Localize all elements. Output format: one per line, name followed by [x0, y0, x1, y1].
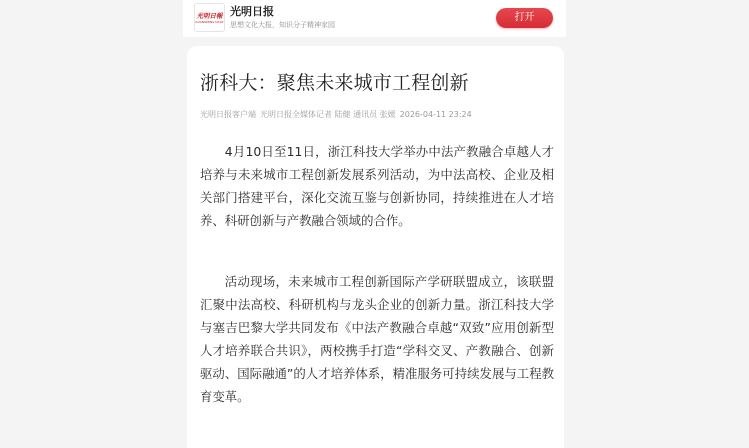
article-datetime: 2026-04-11 23:24: [399, 110, 472, 119]
guangming-daily-logo: [194, 3, 225, 32]
article-paragraph: 活动现场，未来城市工程创新国际产学研联盟成立，该联盟汇聚中法高校、科研机构与龙头企业的创新力量。浙江科技大学与塞吉巴黎大学共同发布《中法产教融合卓越“双致”应用创新型人才培养联合共识》，两校携手打造“学科交叉、产教融合、创新驱动、国际融通”的人才培养体系，精准服务可持续发展与工程教育变革。: [200, 274, 554, 404]
logo-wordmark: 光明日報: [196, 11, 223, 20]
logo-subtext: GUANGMING DAILY: [195, 19, 224, 24]
app-name: 光明日报: [230, 5, 274, 18]
article-source: 光明日报客户端: [200, 110, 256, 119]
article-reporters: 光明日报全媒体记者 陆健 通讯员 张媛: [260, 110, 396, 119]
article-meta: [200, 109, 476, 121]
article-card: [187, 46, 564, 448]
app-slogan: 思想文化大报，知识分子精神家园: [230, 21, 335, 29]
article-paragraph: 4月10日至11日，浙江科技大学举办中法产教融合卓越人才培养与未来城市工程创新发展系列活动，为中法高校、企业及相关部门搭建平台，深化交流互鉴与创新协同，持续推进在人才培养、科研创新与产教融合领域的合作。: [200, 144, 554, 228]
article-title: 浙科大：聚焦未来城市工程创新: [200, 72, 469, 94]
app-download-banner: [183, 0, 566, 37]
open-app-button[interactable]: 打开: [496, 8, 553, 28]
